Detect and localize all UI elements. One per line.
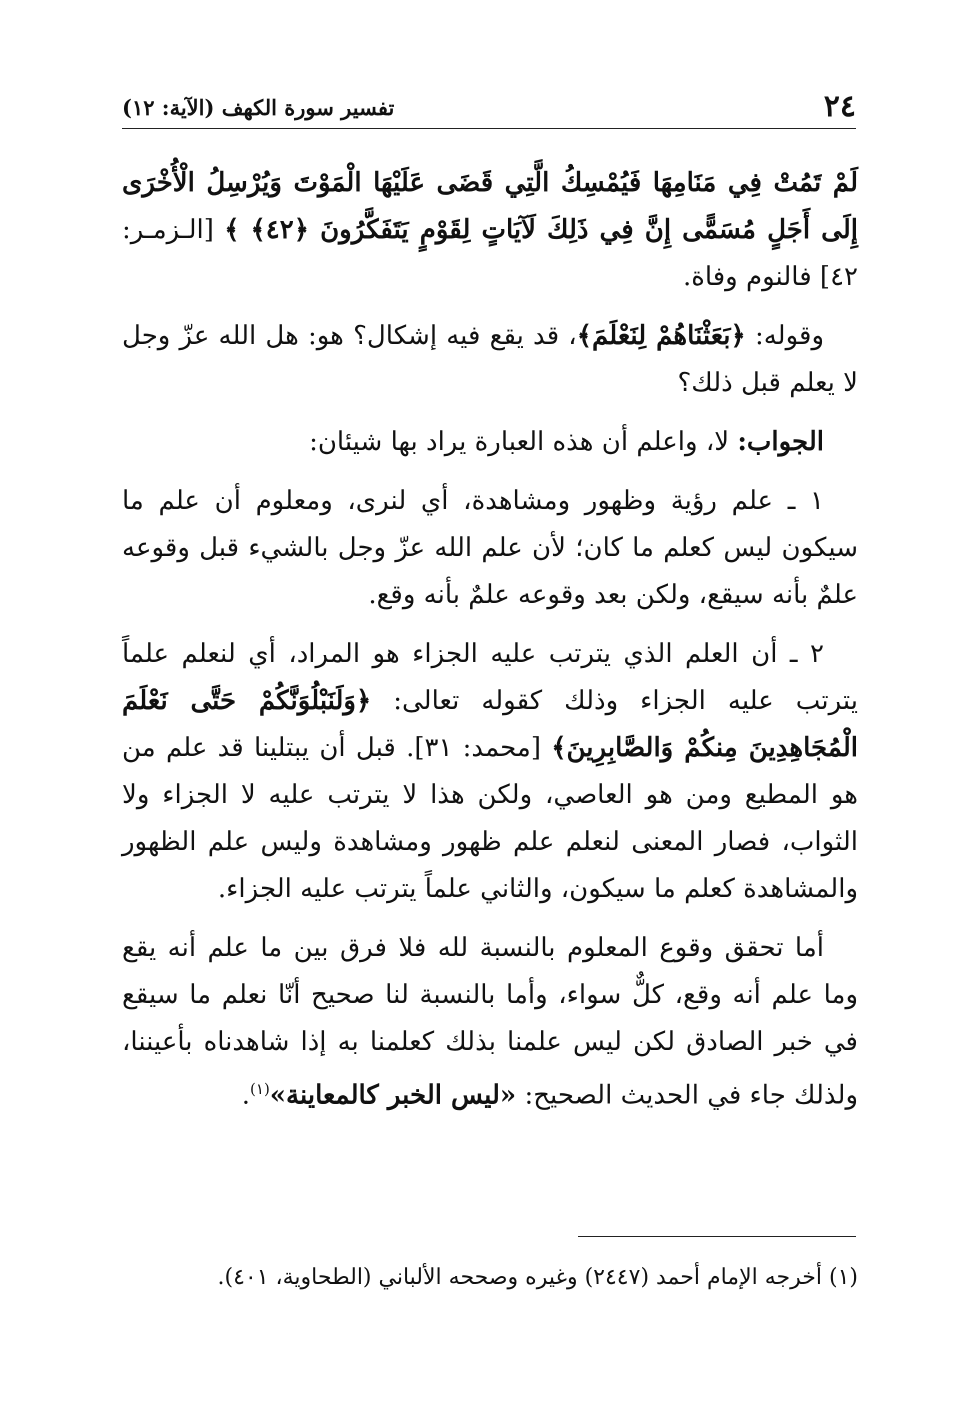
paragraph-conclusion: [122, 925, 858, 1120]
page-number: ٢٤: [823, 89, 856, 124]
running-title: تفسير سورة الكهف (الآية: ١٢): [122, 95, 395, 120]
paragraph-text: وقوله:: [745, 321, 824, 351]
paragraph-end: .: [241, 1080, 251, 1111]
paragraph-text: ٢ ـ أن العلم الذي يترتب عليه الجزاء هو المراد، أي لنعلم علماً يترتب عليه الجزاء وذلك كقوله تعالى:: [122, 639, 858, 716]
quran-verse: ﴿بَعَثْنَاهُمْ لِنَعْلَمَ﴾: [576, 321, 746, 351]
page-header: [122, 88, 856, 129]
footnote-separator: [578, 1236, 856, 1237]
paragraph-point-2: [122, 631, 858, 913]
paragraph-text: لا، واعلم أن هذه العبارة يراد بها شيئان:: [309, 427, 738, 457]
answer-label: الجواب:: [737, 427, 824, 457]
paragraph-text: [الـزمـر: ٤٢] فالنوم وفاة.: [122, 215, 858, 292]
footnote: (١) أخرجه الإمام أحمد (٢٤٤٧) وغيره وصححه الألباني (الطحاوية، ٤٠١).: [217, 1265, 858, 1290]
paragraph-question: [122, 313, 858, 407]
hadith-quote: «ليس الخبر كالمعاينة»: [269, 1080, 517, 1111]
paragraph-answer: [122, 419, 858, 466]
paragraph-text: [محمد: ٣١]. قبل أن يبتلينا قد علم من هو المطيع ومن هو العاصي، ولكن هذا لا يترتب عليه لا الجزاء ولا الثواب، فصار المعنى لنعلم علم ظهور ومشاهدة وليس علم الظهور والمشاهدة كعلم ما سيكون، والثاني علماً يترتب عليه الجزاء.: [122, 733, 858, 904]
footnote-ref: (١): [250, 1080, 270, 1098]
paragraph-verse-continuation: [122, 160, 858, 301]
paragraph-text: أما تحقق وقوع المعلوم بالنسبة لله فلا فرق بين ما علم أنه يقع وما علم أنه وقع، كلٌّ سواء، وأما بالنسبة لنا صحيح أنّا نعلم ما سيقع في خبر الصادق لكن ليس علمنا بذلك كعلمنا به إذا شاهدناه بأعيننا، ولذلك جاء في الحديث الصحيح:: [122, 933, 858, 1111]
paragraph-text: ، قد يقع فيه إشكال؟ هو: هل الله عزّ وجل لا يعلم قبل ذلك؟: [122, 321, 858, 398]
quran-verse: ﴿وَلَنَبْلُوَنَّكُمْ حَتَّى نَعْلَمَ الْمُجَاهِدِينَ مِنكُمْ وَالصَّابِرِينَ﴾: [122, 686, 858, 763]
quran-verse: لَمْ تَمُتْ فِي مَنَامِهَا فَيُمْسِكُ الَّتِي قَضَى عَلَيْهَا الْمَوْتَ وَيُرْسِلُ الْأُخْرَى إِلَى أَجَلٍ مُسَمًّى إِنَّ فِي ذَلِكَ لَآيَاتٍ لِقَوْمٍ يَتَفَكَّرُونَ ﴿٤٢﴾ ﴾: [122, 168, 858, 245]
paragraph-point-1: ١ ـ علم رؤية وظهور ومشاهدة، أي لنرى، ومعلوم أن علم ما سيكون ليس كعلم ما كان؛ لأن علم الله عزّ وجل بالشيء قبل وقوعه علمٌ بأنه سيقع، ولكن بعد وقوعه علمٌ بأنه وقع.: [122, 486, 858, 610]
body-text: [122, 160, 858, 1132]
